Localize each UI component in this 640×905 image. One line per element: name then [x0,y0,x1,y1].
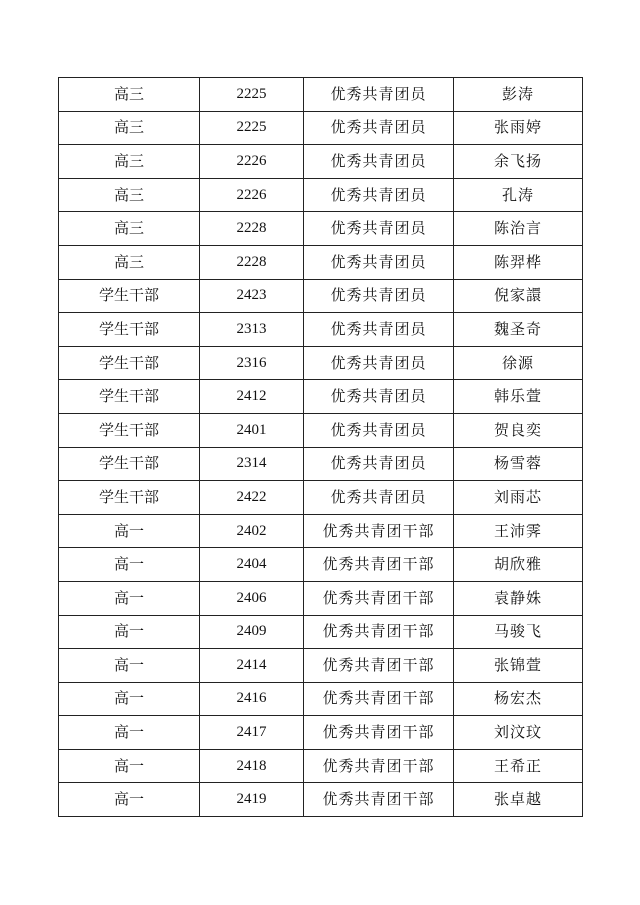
student-name-cell: 韩乐萱 [454,380,583,414]
roster-table-body [59,78,583,817]
table-row [59,279,583,313]
student-name-cell: 杨雪蓉 [454,447,583,481]
award-title-cell: 优秀共青团员 [304,447,454,481]
award-title-cell: 优秀共青团员 [304,346,454,380]
table-row [59,447,583,481]
grade-group-cell: 学生干部 [59,413,200,447]
table-row [59,749,583,783]
class-number-cell: 2402 [200,514,304,548]
grade-group-cell: 高一 [59,716,200,750]
student-name-cell: 陈羿桦 [454,245,583,279]
grade-group-cell: 高三 [59,245,200,279]
table-row [59,212,583,246]
grade-group-cell: 高三 [59,178,200,212]
grade-group-cell: 高一 [59,581,200,615]
grade-group-cell: 高三 [59,212,200,246]
class-number-cell: 2422 [200,481,304,515]
student-name-cell: 魏圣奇 [454,313,583,347]
student-name-cell: 王希正 [454,749,583,783]
class-number-cell: 2406 [200,581,304,615]
table-row [59,245,583,279]
award-title-cell: 优秀共青团干部 [304,581,454,615]
table-row [59,783,583,817]
award-title-cell: 优秀共青团干部 [304,716,454,750]
award-title-cell: 优秀共青团干部 [304,649,454,683]
award-title-cell: 优秀共青团干部 [304,783,454,817]
award-title-cell: 优秀共青团员 [304,178,454,212]
student-name-cell: 张雨婷 [454,111,583,145]
student-name-cell: 杨宏杰 [454,682,583,716]
table-row [59,581,583,615]
table-row [59,481,583,515]
grade-group-cell: 学生干部 [59,279,200,313]
class-number-cell: 2414 [200,649,304,683]
table-row [59,716,583,750]
grade-group-cell: 高一 [59,649,200,683]
award-title-cell: 优秀共青团员 [304,212,454,246]
award-title-cell: 优秀共青团员 [304,78,454,112]
class-number-cell: 2412 [200,380,304,414]
table-row [59,682,583,716]
grade-group-cell: 学生干部 [59,346,200,380]
class-number-cell: 2404 [200,548,304,582]
table-row [59,178,583,212]
award-title-cell: 优秀共青团干部 [304,682,454,716]
award-title-cell: 优秀共青团员 [304,481,454,515]
grade-group-cell: 学生干部 [59,313,200,347]
award-title-cell: 优秀共青团干部 [304,749,454,783]
student-name-cell: 马骏飞 [454,615,583,649]
class-number-cell: 2225 [200,78,304,112]
table-row [59,413,583,447]
student-name-cell: 胡欣雅 [454,548,583,582]
grade-group-cell: 高一 [59,615,200,649]
grade-group-cell: 高一 [59,548,200,582]
table-row [59,78,583,112]
table-row [59,145,583,179]
table-row [59,548,583,582]
table-row [59,514,583,548]
grade-group-cell: 高一 [59,682,200,716]
class-number-cell: 2226 [200,145,304,179]
student-name-cell: 袁静姝 [454,581,583,615]
table-row [59,649,583,683]
award-title-cell: 优秀共青团员 [304,313,454,347]
grade-group-cell: 学生干部 [59,447,200,481]
award-title-cell: 优秀共青团员 [304,245,454,279]
award-title-cell: 优秀共青团员 [304,145,454,179]
student-name-cell: 孔涛 [454,178,583,212]
class-number-cell: 2225 [200,111,304,145]
student-name-cell: 徐源 [454,346,583,380]
grade-group-cell: 高三 [59,111,200,145]
class-number-cell: 2401 [200,413,304,447]
grade-group-cell: 学生干部 [59,481,200,515]
award-title-cell: 优秀共青团员 [304,413,454,447]
student-name-cell: 刘雨芯 [454,481,583,515]
class-number-cell: 2423 [200,279,304,313]
table-row [59,346,583,380]
student-name-cell: 陈治言 [454,212,583,246]
grade-group-cell: 高一 [59,783,200,817]
table-row [59,313,583,347]
class-number-cell: 2228 [200,245,304,279]
grade-group-cell: 学生干部 [59,380,200,414]
grade-group-cell: 高一 [59,514,200,548]
class-number-cell: 2313 [200,313,304,347]
table-row [59,380,583,414]
award-title-cell: 优秀共青团员 [304,279,454,313]
class-number-cell: 2419 [200,783,304,817]
student-name-cell: 余飞扬 [454,145,583,179]
class-number-cell: 2316 [200,346,304,380]
student-name-cell: 王沛霁 [454,514,583,548]
student-name-cell: 张卓越 [454,783,583,817]
award-title-cell: 优秀共青团干部 [304,514,454,548]
table-row [59,615,583,649]
award-title-cell: 优秀共青团干部 [304,548,454,582]
grade-group-cell: 高一 [59,749,200,783]
student-name-cell: 倪家譞 [454,279,583,313]
table-row [59,111,583,145]
class-number-cell: 2418 [200,749,304,783]
class-number-cell: 2228 [200,212,304,246]
class-number-cell: 2417 [200,716,304,750]
class-number-cell: 2226 [200,178,304,212]
award-title-cell: 优秀共青团干部 [304,615,454,649]
student-name-cell: 彭涛 [454,78,583,112]
award-title-cell: 优秀共青团员 [304,380,454,414]
class-number-cell: 2409 [200,615,304,649]
class-number-cell: 2314 [200,447,304,481]
class-number-cell: 2416 [200,682,304,716]
student-name-cell: 张锦萱 [454,649,583,683]
award-title-cell: 优秀共青团员 [304,111,454,145]
grade-group-cell: 高三 [59,78,200,112]
student-name-cell: 贺良奕 [454,413,583,447]
honor-roster-table [58,77,583,817]
student-name-cell: 刘汶玟 [454,716,583,750]
grade-group-cell: 高三 [59,145,200,179]
